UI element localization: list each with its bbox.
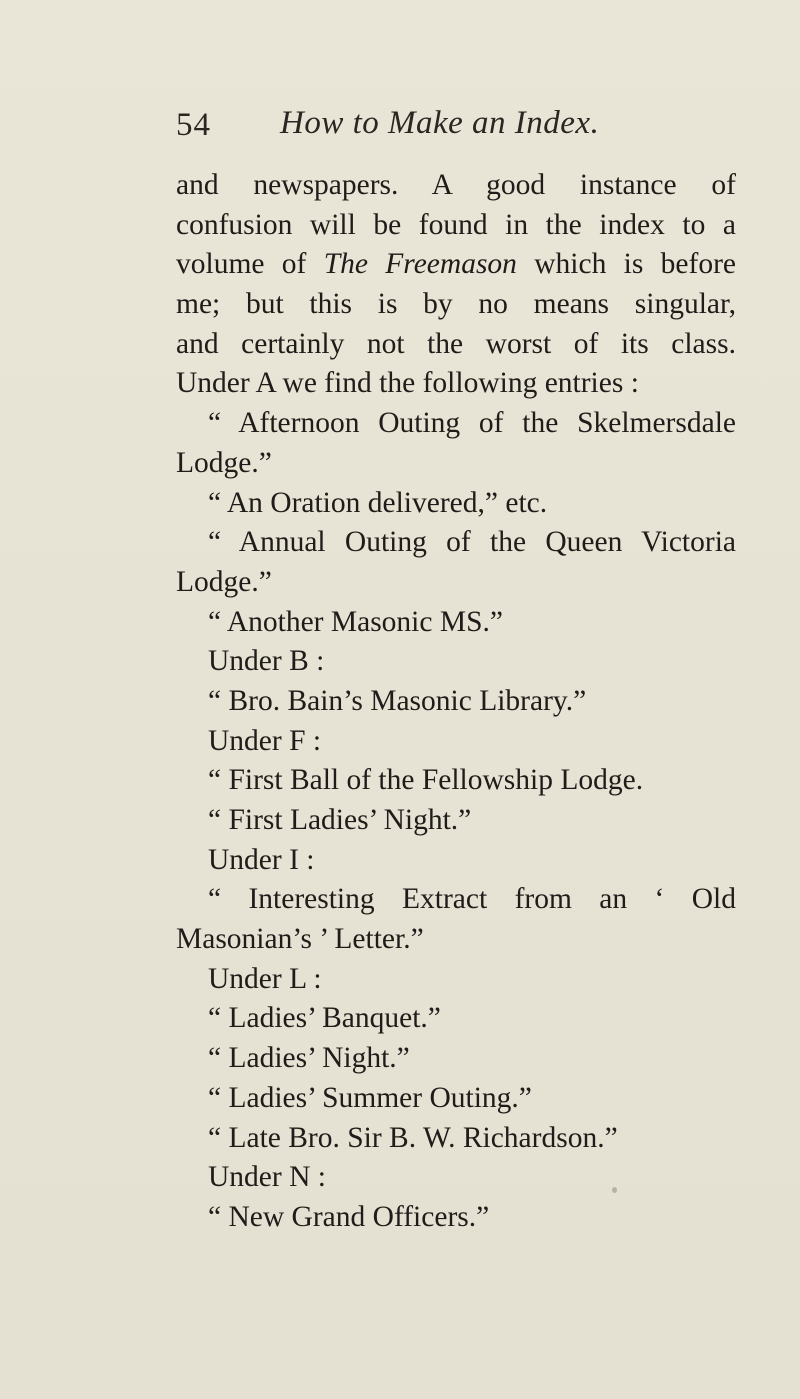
text-line: and newspapers. A good instance of (176, 169, 736, 201)
text-segment: which is before (516, 248, 736, 281)
index-entry: “ Late Bro. Sir B. W. Richardson.” (208, 1121, 618, 1154)
section-heading: Under N : (208, 1161, 326, 1194)
text-line: and certainly not the worst of its class. (176, 327, 736, 360)
section-heading: Under I : (208, 843, 315, 876)
text-line: confusion will be found in the index to a (176, 208, 736, 241)
section-heading: Under L : (208, 962, 322, 995)
index-entry-continuation: Masonian’s ’ Letter.” (176, 923, 424, 956)
index-entry: “ First Ball of the Fellowship Lodge. (208, 764, 644, 797)
text-line: Under A we find the following entries : (176, 367, 639, 400)
index-entry: “ Afternoon Outing of the Skelmersdale (208, 407, 736, 440)
index-entry: “ Interesting Extract from an ‘ Old (208, 883, 736, 916)
index-entry: “ Ladies’ Night.” (208, 1042, 410, 1075)
section-heading: Under F : (208, 724, 322, 757)
running-title: How to Make an Index. (280, 105, 600, 141)
body-text (176, 166, 736, 1238)
paper-blemish (612, 1187, 617, 1193)
index-entry-continuation: Lodge.” (176, 565, 272, 598)
index-entry: “ Bro. Bain’s Masonic Library.” (208, 684, 587, 717)
page-number: 54 (176, 107, 211, 143)
index-entry: “ First Ladies’ Night.” (208, 804, 472, 836)
index-entry: “ New Grand Officers.” (208, 1200, 490, 1233)
index-entry: “ Ladies’ Summer Outing.” (208, 1081, 532, 1114)
book-title-italic: The Freemason (323, 248, 517, 281)
text-line: me; but this is by no means singular, (176, 288, 736, 321)
index-entry: “ Ladies’ Banquet.” (208, 1002, 441, 1035)
index-entry: “ Annual Outing of the Queen Victoria (208, 526, 736, 559)
section-heading: Under B : (208, 645, 325, 678)
index-entry: “ An Oration delivered,” etc. (208, 486, 548, 519)
page-header (176, 105, 736, 155)
index-entry-continuation: Lodge.” (176, 446, 272, 479)
text-segment: volume of (176, 248, 324, 281)
index-entry: “ Another Masonic MS.” (208, 605, 503, 638)
text-line (176, 245, 736, 285)
